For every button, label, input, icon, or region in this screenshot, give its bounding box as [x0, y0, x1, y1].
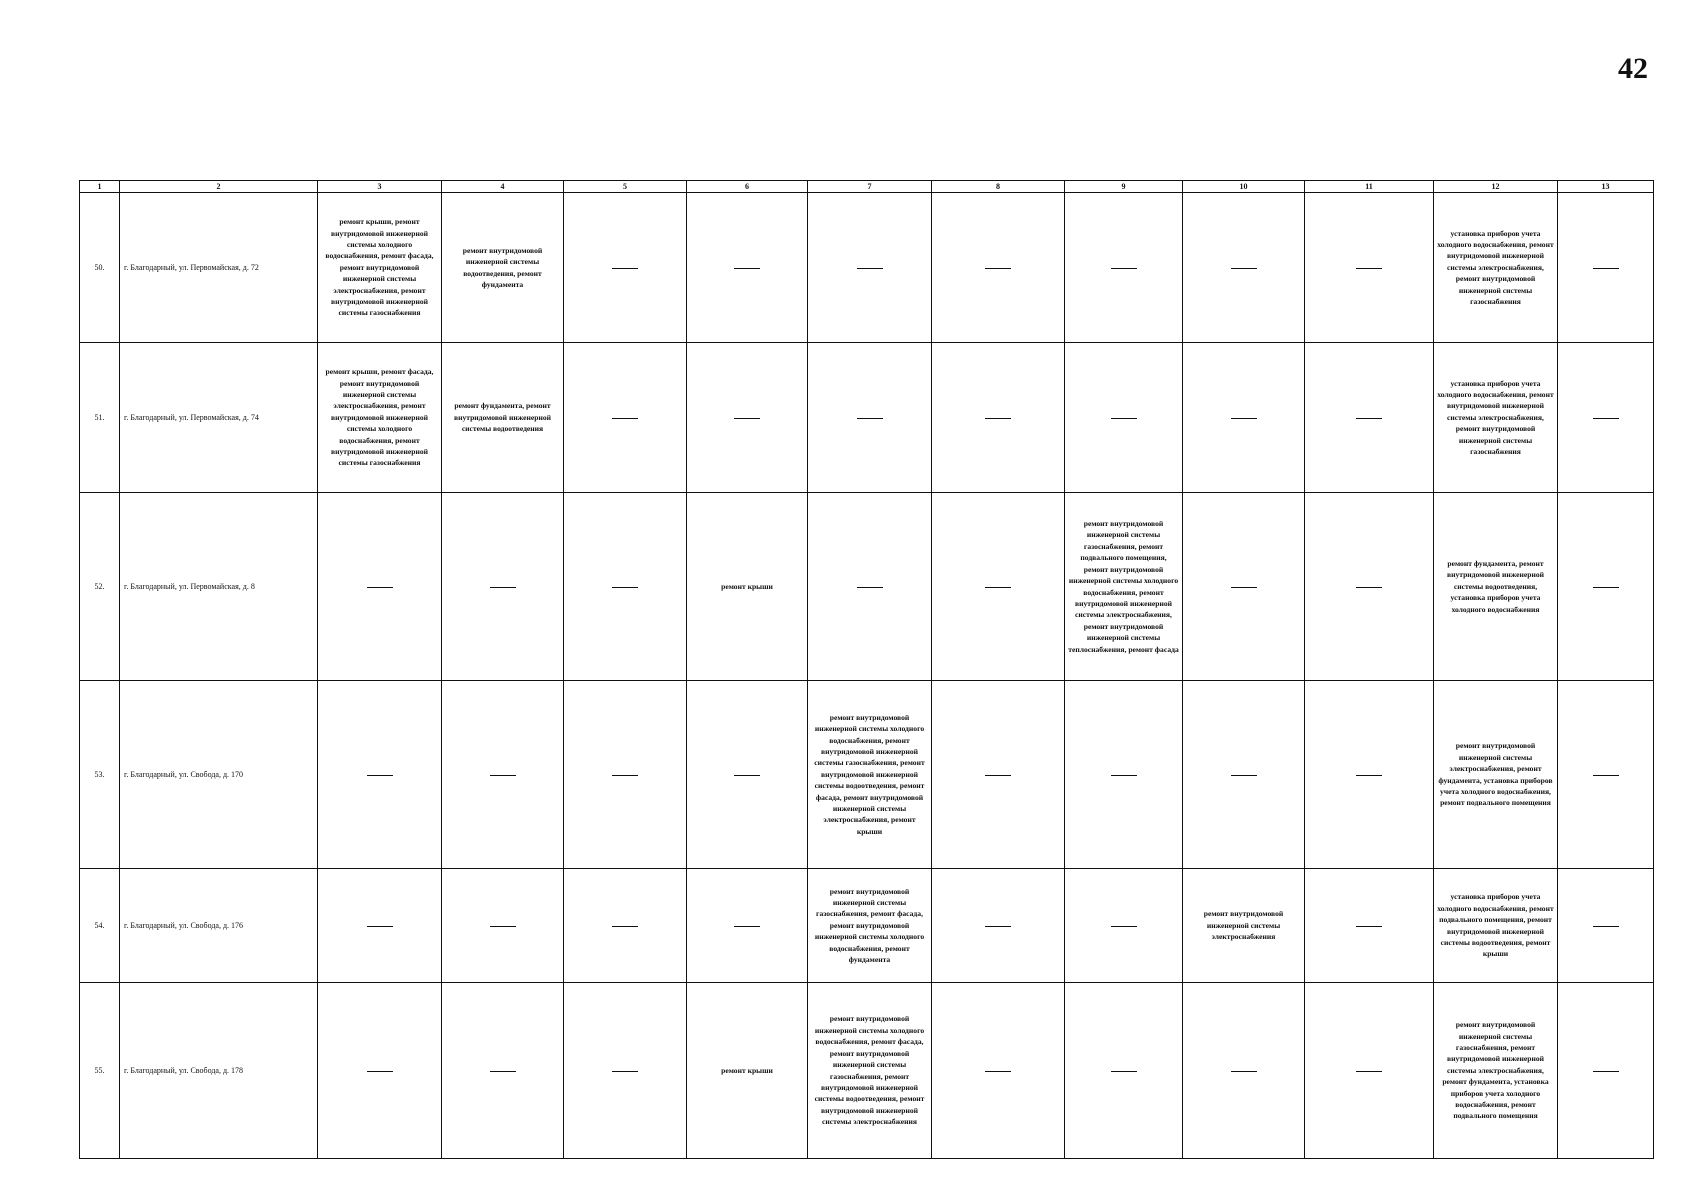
empty-dash [1111, 1071, 1137, 1072]
empty-dash [490, 775, 516, 776]
empty-dash [612, 926, 638, 927]
work-cell-col-3 [318, 681, 442, 869]
column-number: 10 [1183, 181, 1305, 193]
table-row [80, 193, 1654, 343]
empty-dash [612, 418, 638, 419]
address-cell: г. Благодарный, ул. Первомайская, д. 74 [120, 343, 318, 493]
work-cell-col-7 [808, 193, 932, 343]
column-number: 9 [1065, 181, 1183, 193]
column-number: 5 [564, 181, 687, 193]
address-cell: г. Благодарный, ул. Свобода, д. 170 [120, 681, 318, 869]
work-cell-col-5 [564, 193, 687, 343]
work-cell-col-4 [442, 869, 564, 983]
work-cell-col-13 [1558, 493, 1654, 681]
work-cell-col-6 [687, 681, 808, 869]
work-cell-col-13 [1558, 193, 1654, 343]
table-row [80, 983, 1654, 1159]
empty-dash [367, 775, 393, 776]
empty-dash [612, 587, 638, 588]
work-cell-col-7 [808, 343, 932, 493]
empty-dash [612, 1071, 638, 1072]
work-cell-col-9: ремонт внутридомовой инженерной системы газоснабжения, ремонт подвального помещения, ремонт внутридомовой инженерной системы холодного водоснабжения, ремонт внутридомовой инженерной системы электроснабжения, ремонт внутридомовой инженерной системы теплоснабжения, ремонт фасада [1065, 493, 1183, 681]
empty-dash [612, 775, 638, 776]
table-row [80, 681, 1654, 869]
empty-dash [367, 926, 393, 927]
empty-dash [612, 268, 638, 269]
row-number: 54. [80, 869, 120, 983]
empty-dash [1356, 418, 1382, 419]
empty-dash [985, 1071, 1011, 1072]
empty-dash [1593, 775, 1619, 776]
empty-dash [490, 926, 516, 927]
empty-dash [734, 775, 760, 776]
empty-dash [985, 775, 1011, 776]
address-cell: г. Благодарный, ул. Свобода, д. 178 [120, 983, 318, 1159]
works-table [79, 180, 1654, 1159]
address-cell: г. Благодарный, ул. Первомайская, д. 72 [120, 193, 318, 343]
empty-dash [734, 268, 760, 269]
work-cell-col-8 [932, 983, 1065, 1159]
work-cell-col-5 [564, 493, 687, 681]
empty-dash [367, 1071, 393, 1072]
work-cell-col-4 [442, 681, 564, 869]
work-cell-col-11 [1305, 343, 1434, 493]
empty-dash [1593, 268, 1619, 269]
empty-dash [1356, 1071, 1382, 1072]
table-row [80, 869, 1654, 983]
work-cell-col-9 [1065, 343, 1183, 493]
empty-dash [1231, 1071, 1257, 1072]
work-cell-col-8 [932, 193, 1065, 343]
work-cell-col-12: ремонт внутридомовой инженерной системы газоснабжения, ремонт внутридомовой инженерной системы электроснабжения, ремонт фундамента, установка приборов учета холодного водоснабжения, ремонт подвального помещения [1434, 983, 1558, 1159]
work-cell-col-13 [1558, 343, 1654, 493]
column-number: 4 [442, 181, 564, 193]
work-cell-col-10 [1183, 681, 1305, 869]
column-number: 8 [932, 181, 1065, 193]
work-cell-col-12: установка приборов учета холодного водоснабжения, ремонт внутридомовой инженерной системы электроснабжения, ремонт внутридомовой инженерной системы газоснабжения [1434, 343, 1558, 493]
empty-dash [1111, 926, 1137, 927]
row-number: 53. [80, 681, 120, 869]
empty-dash [1593, 418, 1619, 419]
address-cell: г. Благодарный, ул. Первомайская, д. 8 [120, 493, 318, 681]
work-cell-col-5 [564, 343, 687, 493]
empty-dash [985, 268, 1011, 269]
work-cell-col-10 [1183, 193, 1305, 343]
empty-dash [1231, 268, 1257, 269]
empty-dash [734, 926, 760, 927]
empty-dash [1593, 587, 1619, 588]
empty-dash [1231, 587, 1257, 588]
empty-dash [1111, 775, 1137, 776]
table-row [80, 493, 1654, 681]
row-number: 51. [80, 343, 120, 493]
empty-dash [985, 587, 1011, 588]
empty-dash [857, 418, 883, 419]
empty-dash [857, 268, 883, 269]
column-number-row [80, 181, 1654, 193]
work-cell-col-3 [318, 493, 442, 681]
work-cell-col-6: ремонт крыши [687, 983, 808, 1159]
work-cell-col-13 [1558, 681, 1654, 869]
column-number: 7 [808, 181, 932, 193]
column-number: 3 [318, 181, 442, 193]
work-cell-col-9 [1065, 983, 1183, 1159]
work-cell-col-7: ремонт внутридомовой инженерной системы холодного водоснабжения, ремонт фасада, ремонт внутридомовой инженерной системы газоснабжения, ремонт внутридомовой инженерной системы водоотведения, ремонт внутридомовой инженерной системы электроснабжения [808, 983, 932, 1159]
empty-dash [1593, 1071, 1619, 1072]
column-number: 13 [1558, 181, 1654, 193]
work-cell-col-6 [687, 343, 808, 493]
empty-dash [1593, 926, 1619, 927]
work-cell-col-3: ремонт крыши, ремонт внутридомовой инженерной системы холодного водоснабжения, ремонт фасада, ремонт внутридомовой инженерной системы электроснабжения, ремонт внутридомовой инженерной системы газоснабжения [318, 193, 442, 343]
work-cell-col-5 [564, 681, 687, 869]
work-cell-col-7: ремонт внутридомовой инженерной системы газоснабжения, ремонт фасада, ремонт внутридомовой инженерной системы холодного водоснабжения, ремонт фундамента [808, 869, 932, 983]
work-cell-col-6 [687, 193, 808, 343]
empty-dash [1231, 775, 1257, 776]
column-number: 1 [80, 181, 120, 193]
table-row [80, 343, 1654, 493]
empty-dash [1111, 418, 1137, 419]
column-number: 6 [687, 181, 808, 193]
page-number: 42 [1618, 52, 1648, 85]
work-cell-col-11 [1305, 983, 1434, 1159]
work-cell-col-3: ремонт крыши, ремонт фасада, ремонт внутридомовой инженерной системы электроснабжения, ремонт внутридомовой инженерной системы холодного водоснабжения, ремонт внутридомовой инженерной системы газоснабжения [318, 343, 442, 493]
work-cell-col-3 [318, 983, 442, 1159]
work-cell-col-8 [932, 869, 1065, 983]
work-cell-col-12: установка приборов учета холодного водоснабжения, ремонт подвального помещения, ремонт внутридомовой инженерной системы водоотведения, ремонт крыши [1434, 869, 1558, 983]
work-cell-col-4: ремонт фундамента, ремонт внутридомовой инженерной системы водоотведения [442, 343, 564, 493]
work-cell-col-9 [1065, 681, 1183, 869]
work-cell-col-13 [1558, 983, 1654, 1159]
empty-dash [985, 926, 1011, 927]
empty-dash [985, 418, 1011, 419]
work-cell-col-7: ремонт внутридомовой инженерной системы холодного водоснабжения, ремонт внутридомовой инженерной системы газоснабжения, ремонт внутридомовой инженерной системы водоотведения, ремонт фасада, ремонт внутридомовой инженерной системы электроснабжения, ремонт крыши [808, 681, 932, 869]
work-cell-col-8 [932, 343, 1065, 493]
empty-dash [1356, 926, 1382, 927]
empty-dash [367, 587, 393, 588]
work-cell-col-6: ремонт крыши [687, 493, 808, 681]
empty-dash [1356, 775, 1382, 776]
empty-dash [1231, 418, 1257, 419]
empty-dash [857, 587, 883, 588]
empty-dash [734, 418, 760, 419]
empty-dash [490, 587, 516, 588]
work-cell-col-9 [1065, 193, 1183, 343]
work-cell-col-11 [1305, 193, 1434, 343]
work-cell-col-10 [1183, 493, 1305, 681]
work-cell-col-8 [932, 681, 1065, 869]
column-number: 2 [120, 181, 318, 193]
address-cell: г. Благодарный, ул. Свобода, д. 176 [120, 869, 318, 983]
work-cell-col-6 [687, 869, 808, 983]
work-cell-col-4: ремонт внутридомовой инженерной системы водоотведения, ремонт фундамента [442, 193, 564, 343]
work-cell-col-12: установка приборов учета холодного водоснабжения, ремонт внутридомовой инженерной системы электроснабжения, ремонт внутридомовой инженерной системы газоснабжения [1434, 193, 1558, 343]
row-number: 55. [80, 983, 120, 1159]
work-cell-col-4 [442, 493, 564, 681]
row-number: 52. [80, 493, 120, 681]
work-cell-col-3 [318, 869, 442, 983]
work-cell-col-10: ремонт внутридомовой инженерной системы электроснабжения [1183, 869, 1305, 983]
work-cell-col-10 [1183, 983, 1305, 1159]
work-cell-col-5 [564, 983, 687, 1159]
work-cell-col-5 [564, 869, 687, 983]
empty-dash [1356, 268, 1382, 269]
work-cell-col-8 [932, 493, 1065, 681]
work-cell-col-13 [1558, 869, 1654, 983]
work-cell-col-4 [442, 983, 564, 1159]
work-cell-col-11 [1305, 869, 1434, 983]
work-cell-col-11 [1305, 681, 1434, 869]
work-cell-col-12: ремонт фундамента, ремонт внутридомовой инженерной системы водоотведения, установка приборов учета холодного водоснабжения [1434, 493, 1558, 681]
row-number: 50. [80, 193, 120, 343]
work-cell-col-10 [1183, 343, 1305, 493]
work-cell-col-11 [1305, 493, 1434, 681]
empty-dash [1111, 268, 1137, 269]
work-cell-col-12: ремонт внутридомовой инженерной системы электроснабжения, ремонт фундамента, установка приборов учета холодного водоснабжения, ремонт подвального помещения [1434, 681, 1558, 869]
column-number: 11 [1305, 181, 1434, 193]
work-cell-col-9 [1065, 869, 1183, 983]
work-cell-col-7 [808, 493, 932, 681]
empty-dash [1356, 587, 1382, 588]
column-number: 12 [1434, 181, 1558, 193]
empty-dash [490, 1071, 516, 1072]
